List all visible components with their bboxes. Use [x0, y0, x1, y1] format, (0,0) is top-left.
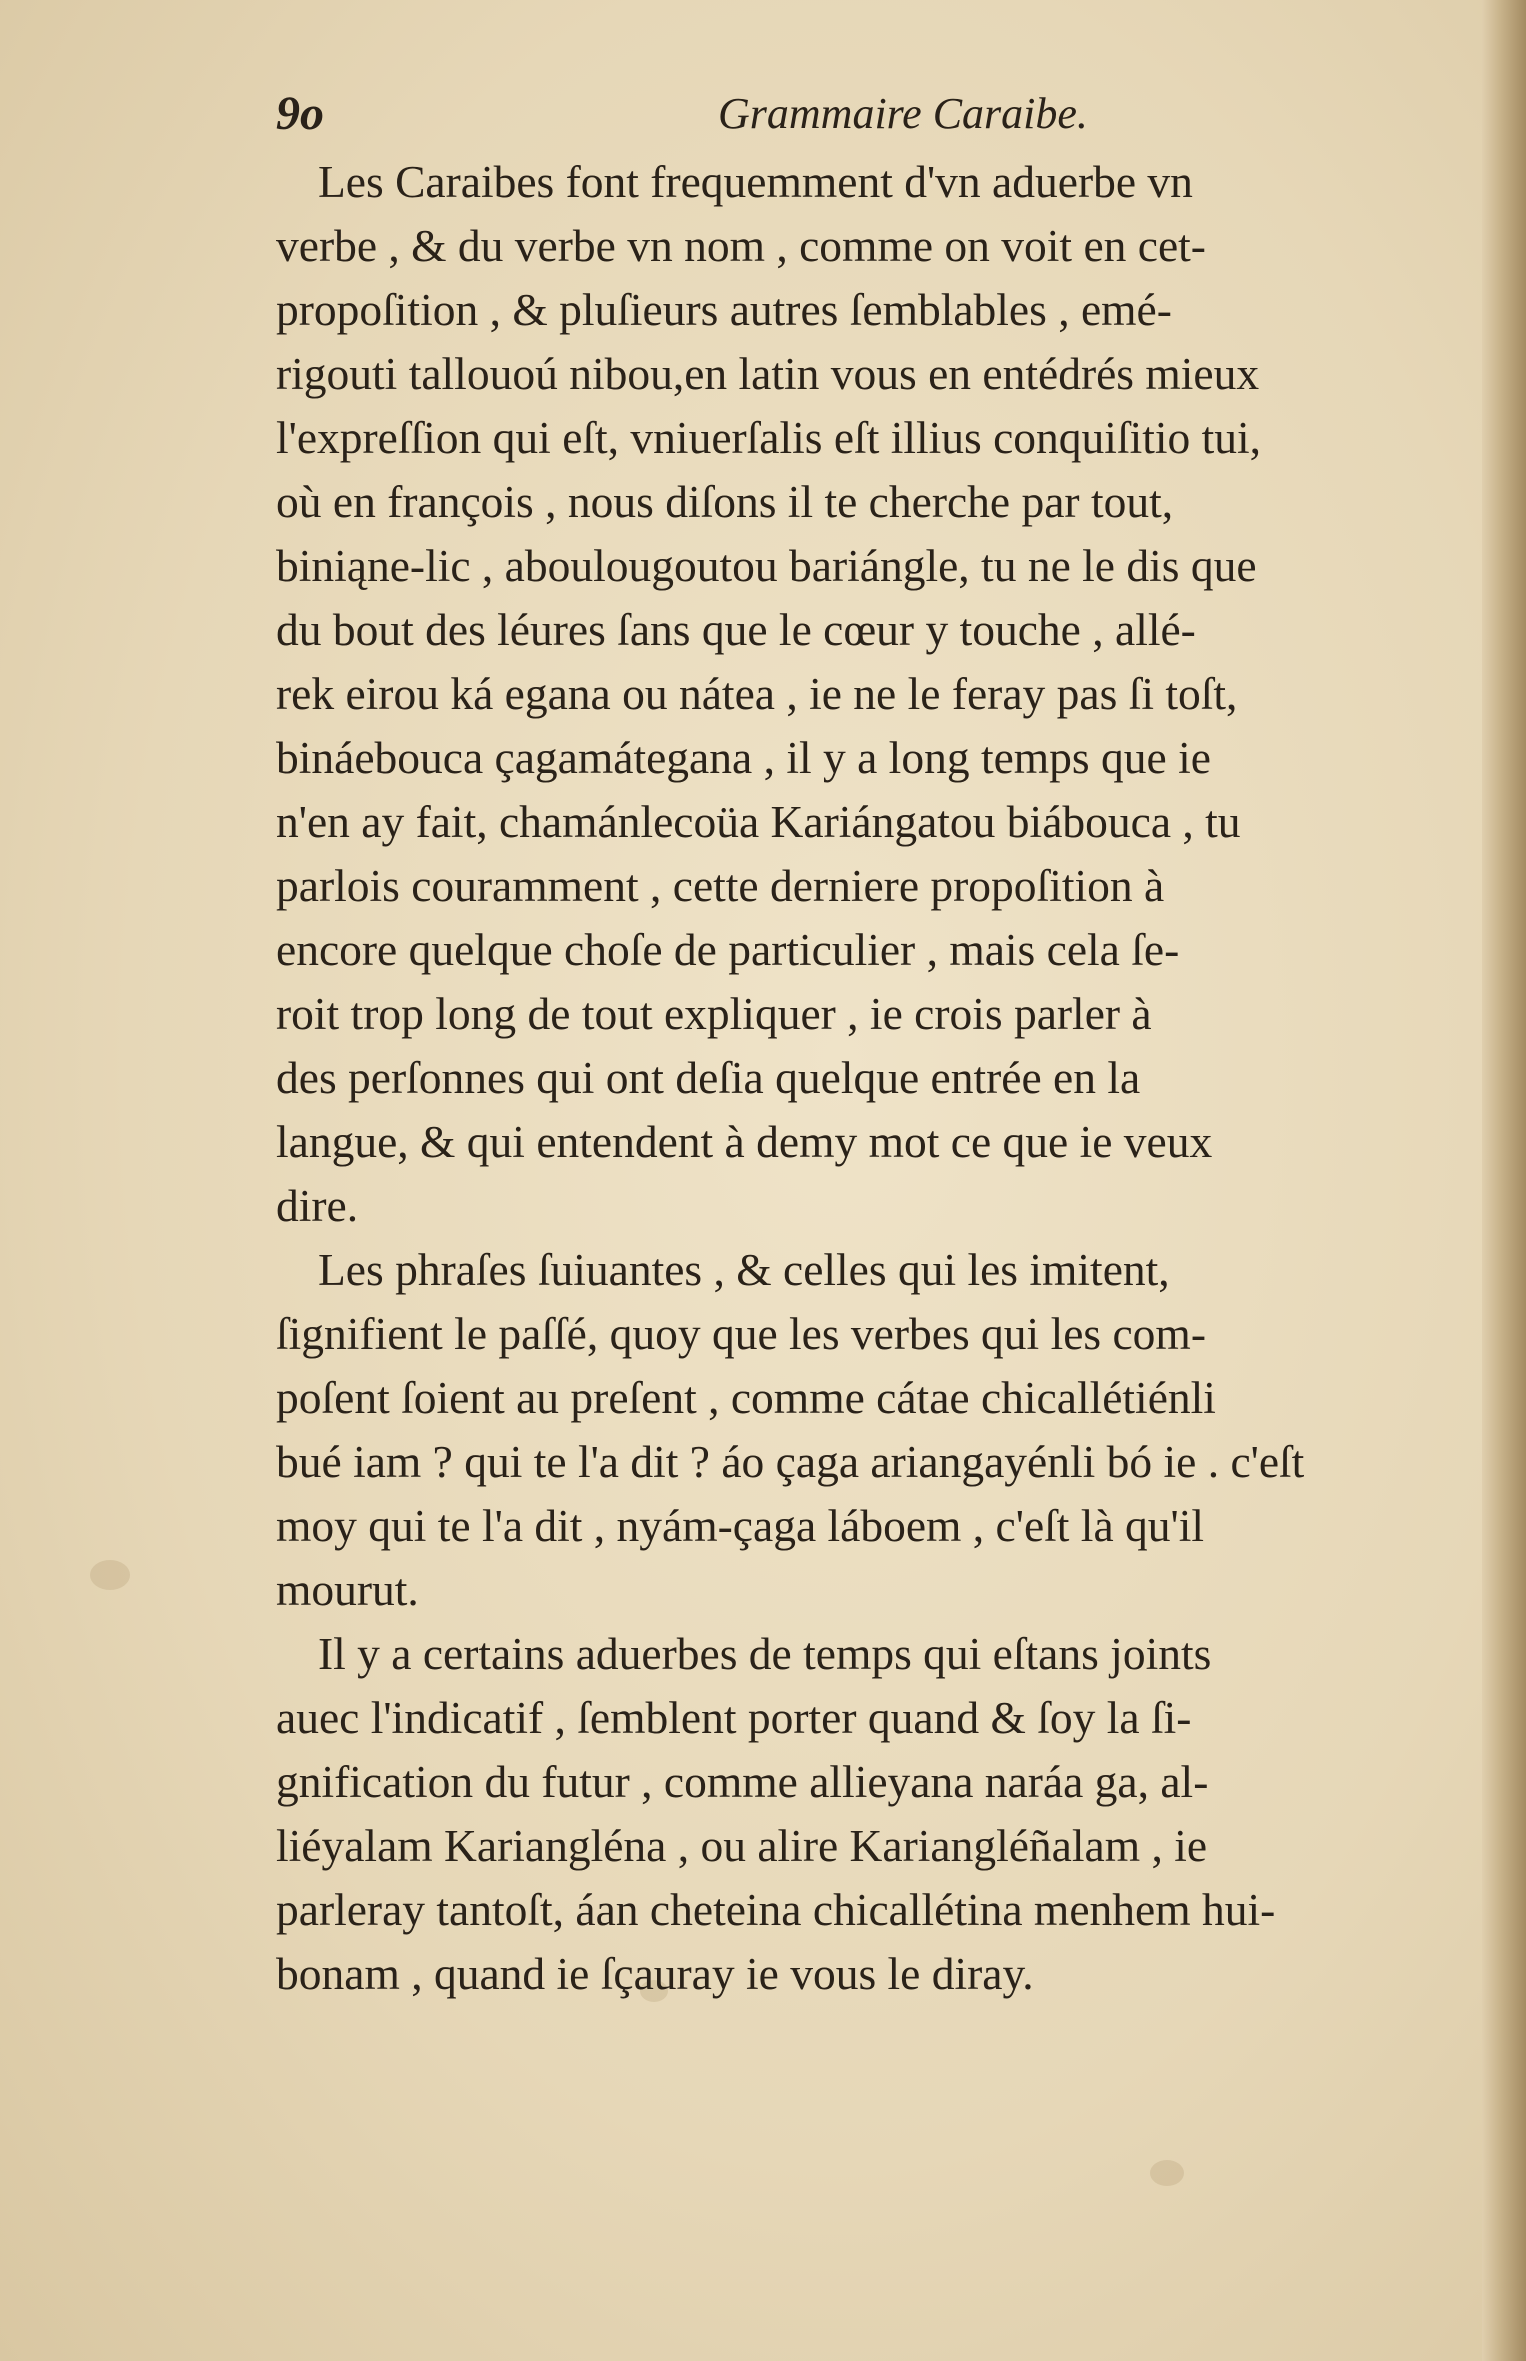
text-line: roit trop long de tout expliquer , ie crois parler à [276, 988, 1152, 1039]
text-line: bué iam ? qui te l'a dit ? áo çaga ariangayénli bó ie . c'eſt [276, 1436, 1305, 1487]
body-text [276, 150, 1476, 2006]
text-line: gnification du futur , comme allieyana naráa ga, al- [276, 1756, 1209, 1807]
text-line: mourut. [276, 1564, 419, 1615]
paper-stain [90, 1560, 130, 1590]
text-line: propoſition , & pluſieurs autres ſemblables , emé- [276, 284, 1172, 335]
text-line: du bout des léures ſans que le cœur y touche , allé- [276, 604, 1196, 655]
text-line: Les Caraibes font frequemment d'vn aduerbe vn [318, 156, 1193, 207]
text-line: Il y a certains aduerbes de temps qui eſtans joints [318, 1628, 1212, 1679]
text-line: langue, & qui entendent à demy mot ce que ie veux [276, 1116, 1213, 1167]
text-line: verbe , & du verbe vn nom , comme on voit en cet- [276, 220, 1206, 271]
paper-stain [1150, 2160, 1184, 2186]
text-line: parleray tantoſt, áan cheteina chicallétina menhem hui- [276, 1884, 1276, 1935]
page-number: 9o [276, 87, 324, 140]
text-line: moy qui te l'a dit , nyám-çaga láboem , c'eſt là qu'il [276, 1500, 1204, 1551]
text-line: n'en ay fait, chamánlecoüa Kariángatou biábouca , tu [276, 796, 1241, 847]
text-line: dire. [276, 1180, 359, 1231]
text-line: biniąne-lic , aboulougoutou bariángle, tu ne le dis que [276, 540, 1257, 591]
text-line: où en françois , nous diſons il te cherche par tout, [276, 476, 1174, 527]
running-head: Grammaire Caraibe. [718, 89, 1088, 138]
text-line: poſent ſoient au preſent , comme cátae chicallétiénli [276, 1372, 1216, 1423]
text-line: des perſonnes qui ont deſia quelque entrée en la [276, 1052, 1141, 1103]
text-line: liéyalam Kariangléna , ou alire Kariangléñalam , ie [276, 1820, 1208, 1871]
text-line: rek eirou ká egana ou nátea , ie ne le feray pas ſi toſt, [276, 668, 1238, 719]
text-line: parlois couramment , cette derniere propoſition à [276, 860, 1165, 911]
text-line: l'expreſſion qui eſt, vniuerſalis eſt illius conquiſitio tui, [276, 412, 1262, 463]
page-gutter-shadow [1482, 0, 1526, 2361]
page-header [268, 86, 1468, 156]
text-line: ſignifient le paſſé, quoy que les verbes qui les com- [276, 1308, 1206, 1359]
text-line: encore quelque choſe de particulier , mais cela ſe- [276, 924, 1180, 975]
text-line: bonam , quand ie ſçauray ie vous le diray. [276, 1948, 1034, 1999]
text-line: Les phraſes ſuiuantes , & celles qui les imitent, [318, 1244, 1170, 1295]
text-line: rigouti tallouoú nibou,en latin vous en entédrés mieux [276, 348, 1260, 399]
text-line: bináebouca çagamátegana , il y a long temps que ie [276, 732, 1211, 783]
text-line: auec l'indicatif , ſemblent porter quand & ſoy la ſi- [276, 1692, 1192, 1743]
